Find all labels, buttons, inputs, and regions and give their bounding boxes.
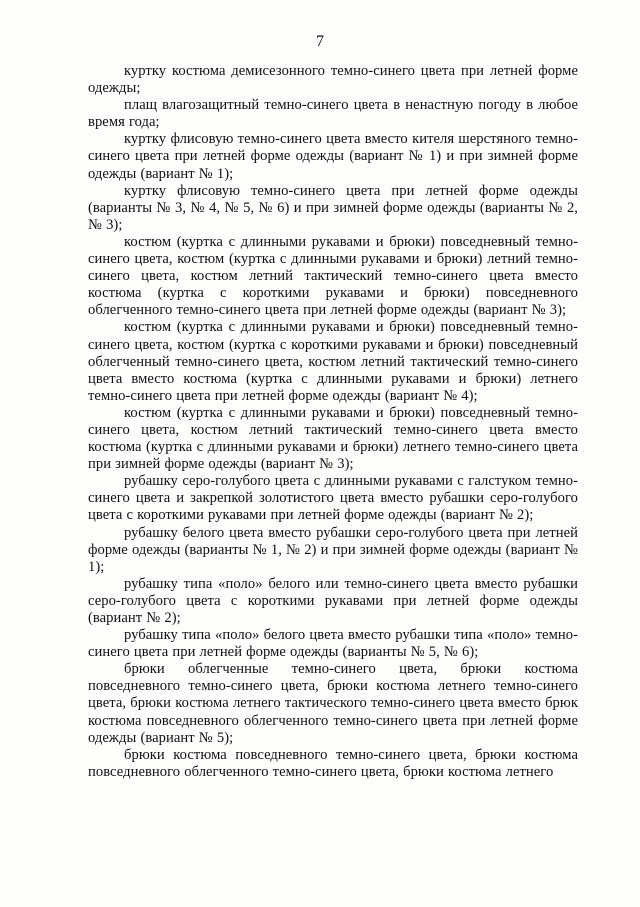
paragraph: плащ влагозащитный темно-синего цвета в ненастную погоду в любое время года; <box>88 97 578 131</box>
paragraph: рубашку белого цвета вместо рубашки серо-голубого цвета при летней форме одежды (варианты № 1, № 2) и при зимней форме одежды (вариант № 1); <box>88 524 578 575</box>
paragraph: куртку костюма демисезонного темно-синего цвета при летней форме одежды; <box>88 63 578 97</box>
paragraph: рубашку типа «поло» белого цвета вместо рубашки типа «поло» темно-синего цвета при летней форме одежды (варианты № 5, № 6); <box>88 627 578 661</box>
paragraph: брюки облегченные темно-синего цвета, брюки костюма повседневного темно-синего цвета, брюки костюма летнего темно-синего цвета, брюки костюма летнего тактического темно-синего цвета вместо брюк костюма повседневного облегченного темно-синего цвета при летней форме одежды (вариант № 5); <box>88 661 578 746</box>
paragraph: костюм (куртка с длинными рукавами и брюки) повседневный темно-синего цвета, костюм (куртка с длинными рукавами и брюки) летний темно-синего цвета, костюм летний тактический темно-синего цвета вместо костюма (куртка с короткими рукавами и брюки) повседневного облегченного темно-синего цвета при летней форме одежды (вариант № 3); <box>88 233 578 319</box>
paragraph: брюки костюма повседневного темно-синего цвета, брюки костюма повседневного облегченного темно-синего цвета, брюки костюма летнего <box>88 746 578 780</box>
page-number: 7 <box>316 33 324 50</box>
paragraph: рубашку серо-голубого цвета с длинными рукавами с галстуком темно-синего цвета и закрепкой золотистого цвета вместо рубашки серо-голубого цвета с короткими рукавами при летней форме одежды (вариант № 2); <box>88 473 578 524</box>
paragraph: куртку флисовую темно-синего цвета вместо кителя шерстяного темно-синего цвета при летней форме одежды (вариант № 1) и при зимней форме одежды (вариант № 1); <box>88 131 578 182</box>
paragraph: куртку флисовую темно-синего цвета при летней форме одежды (варианты № 3, № 4, № 5, № 6) и при зимней форме одежды (варианты № 2, № 3); <box>88 182 578 233</box>
paragraph: костюм (куртка с длинными рукавами и брюки) повседневный темно-синего цвета, костюм (куртка с короткими рукавами и брюки) повседневный облегченный темно-синего цвета, костюм летний тактический темно-синего цвета вместо костюма (куртка с длинными рукавами и брюки) летнего темно-синего цвета при летней форме одежды (вариант № 4); <box>88 319 578 404</box>
paragraph: костюм (куртка с длинными рукавами и брюки) повседневный темно-синего цвета, костюм летний тактический темно-синего цвета вместо костюма (куртка с длинными рукавами и брюки) летнего темно-синего цвета при зимней форме одежды (вариант № 3); <box>88 404 578 473</box>
body-text <box>88 63 578 781</box>
paragraph: рубашку типа «поло» белого или темно-синего цвета вместо рубашки серо-голубого цвета с короткими рукавами при летней форме одежды (вариант № 2); <box>88 575 578 626</box>
